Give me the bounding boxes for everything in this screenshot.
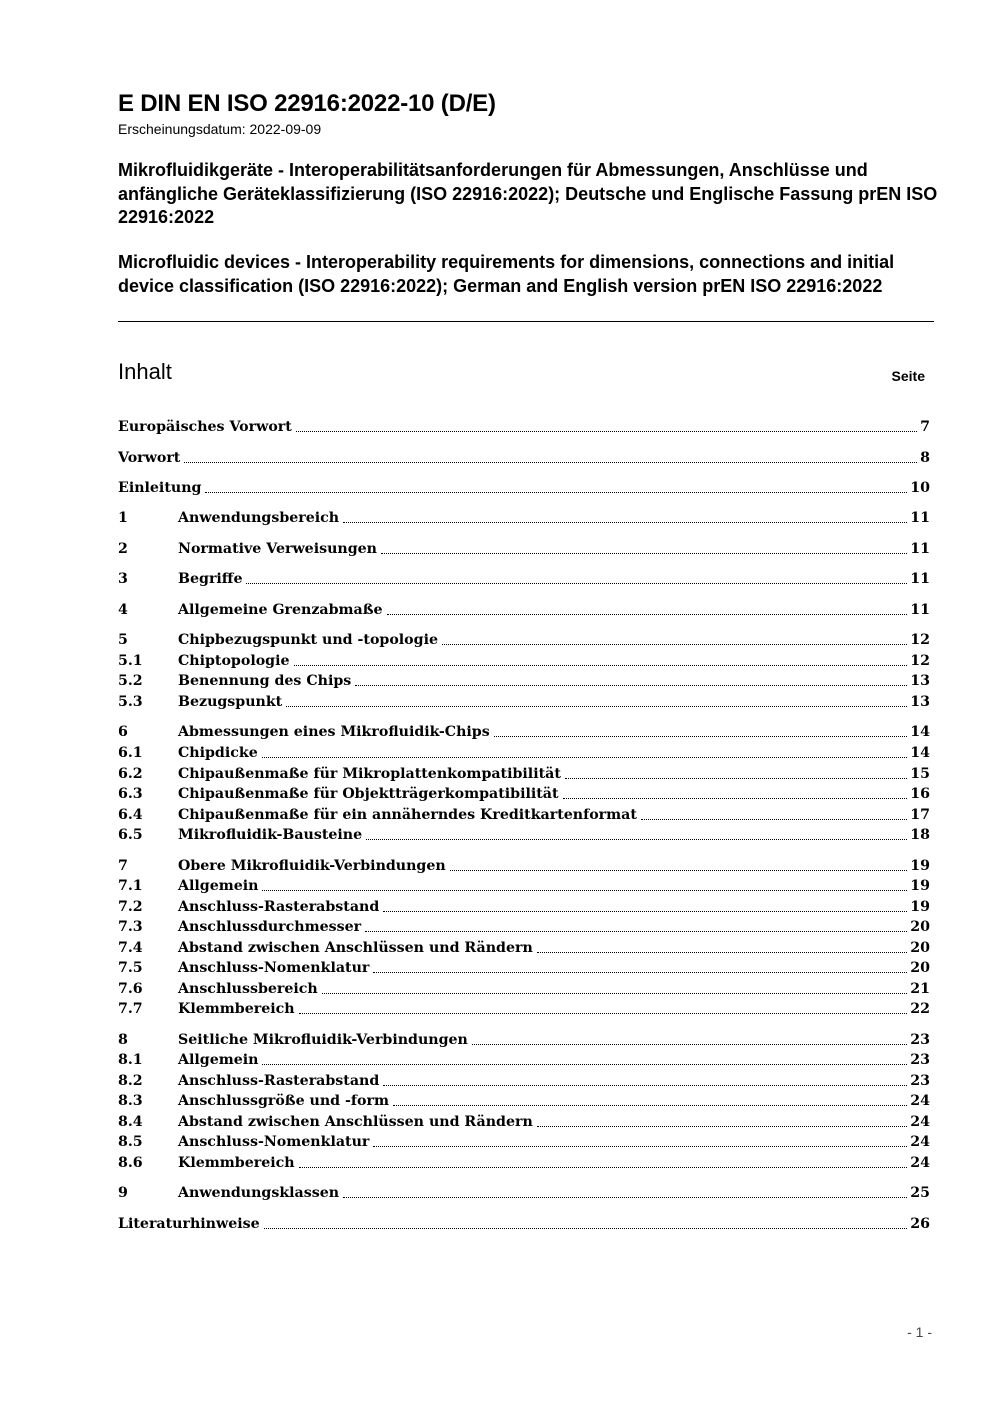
toc-entry[interactable]: [118, 764, 930, 784]
toc-entry-title: Chipaußenmaße für ein annäherndes Kreditkartenformat: [178, 807, 637, 823]
toc-entry[interactable]: [118, 938, 930, 958]
toc-dot-leader: [264, 1228, 908, 1229]
toc-dot-leader: [393, 1105, 907, 1106]
title-german: Mikrofluidikgeräte - Interoperabilitätsanforderungen für Abmessungen, Anschlüsse und anfängliche Geräteklassifizierung (ISO 22916:2022); Deutsche und Englische Fassung prEN ISO 22916:2022: [118, 160, 938, 227]
toc-entry-title: Europäisches Vorwort: [118, 419, 292, 435]
toc-entry-page: 23: [910, 1052, 930, 1068]
toc-entry-number: 7.7: [118, 1001, 143, 1017]
toc-entry-number: 7: [118, 858, 128, 874]
toc-entry-page: 13: [910, 694, 930, 710]
toc-dot-leader: [383, 1085, 907, 1086]
toc-dot-leader: [299, 1013, 908, 1014]
toc-entry[interactable]: [118, 1112, 930, 1132]
toc-dot-leader: [565, 778, 907, 779]
toc-entry-number: 8.3: [118, 1093, 143, 1109]
toc-entry-number: 7.4: [118, 940, 143, 956]
toc-entry-title: Literaturhinweise: [118, 1216, 260, 1232]
toc-entry-title: Chipdicke: [178, 745, 258, 761]
toc-entry-page: 15: [910, 766, 930, 782]
toc-dot-leader: [286, 706, 907, 707]
toc-dot-leader: [442, 644, 907, 645]
toc-entry-number: 8.5: [118, 1134, 143, 1150]
toc-entry-title: Allgemein: [178, 878, 259, 894]
toc-entry-number: 3: [118, 571, 128, 587]
toc-entry-title: Chipaußenmaße für Objektträgerkompatibilität: [178, 786, 559, 802]
toc-dot-leader: [373, 972, 907, 973]
toc-entry[interactable]: [118, 958, 930, 978]
toc-dot-leader: [387, 614, 908, 615]
toc-dot-leader: [537, 1126, 907, 1127]
toc-entry-page: 19: [910, 858, 930, 874]
toc-entry-page: 21: [910, 981, 930, 997]
toc-dot-leader: [262, 890, 907, 891]
publication-date: Erscheinungsdatum: 2022-09-09: [118, 121, 322, 137]
title-english: Microfluidic devices - Interoperability requirements for dimensions, connections and initial device classification (ISO 22916:2022); German and English version prEN ISO 22916:2022: [118, 252, 895, 296]
toc-entry-number: 6.3: [118, 786, 143, 802]
toc-entry-page: 11: [910, 510, 930, 526]
toc-entry-title: Normative Verweisungen: [178, 541, 377, 557]
toc-entry-number: 8: [118, 1032, 128, 1048]
toc-entry-title: Klemmbereich: [178, 1001, 295, 1017]
toc-dot-leader: [450, 870, 908, 871]
toc-entry-title: Abstand zwischen Anschlüssen und Rändern: [178, 1114, 533, 1130]
toc-entry[interactable]: [118, 876, 930, 896]
toc-entry-title: Begriffe: [178, 571, 243, 587]
toc-dot-leader: [373, 1146, 907, 1147]
toc-entry[interactable]: [118, 917, 930, 937]
toc-dot-leader: [184, 462, 917, 463]
toc-dot-leader: [205, 492, 907, 493]
toc-entry-page: 20: [910, 940, 930, 956]
toc-entry-number: 1: [118, 510, 128, 526]
toc-entry-number: 5: [118, 632, 128, 648]
toc-entry-title: Klemmbereich: [178, 1155, 295, 1171]
toc-entry-page: 20: [910, 919, 930, 935]
toc-dot-leader: [343, 522, 907, 523]
toc-dot-leader: [355, 685, 907, 686]
toc-entry-page: 24: [910, 1155, 930, 1171]
toc-entry[interactable]: [118, 1030, 930, 1050]
toc-dot-leader: [366, 839, 907, 840]
toc-entry-page: 13: [910, 673, 930, 689]
toc-dot-leader: [343, 1197, 907, 1198]
toc-entry-title: Anschlussgröße und -form: [178, 1093, 389, 1109]
toc-entry-page: 11: [910, 541, 930, 557]
toc-entry-number: 4: [118, 602, 128, 618]
toc-entry-title: Mikrofluidik-Bausteine: [178, 827, 363, 843]
toc-entry-page: 14: [910, 745, 930, 761]
toc-entry-title: Benennung des Chips: [178, 673, 352, 689]
toc-entry-title: Chiptopologie: [178, 653, 290, 669]
toc-entry-page: 19: [910, 878, 930, 894]
toc-entry-title: Anschluss-Rasterabstand: [178, 1073, 380, 1089]
toc-entry-page: 20: [910, 960, 930, 976]
toc-entry-number: 5.2: [118, 673, 143, 689]
toc-entry-page: 23: [910, 1073, 930, 1089]
toc-entry-number: 5.3: [118, 694, 143, 710]
toc-entry-page: 22: [910, 1001, 930, 1017]
toc-dot-leader: [383, 911, 907, 912]
toc-entry-title: Einleitung: [118, 480, 202, 496]
toc-entry-title: Obere Mikrofluidik-Verbindungen: [178, 858, 446, 874]
toc-entry-page: 14: [910, 724, 930, 740]
toc-entry-page: 18: [910, 827, 930, 843]
toc-entry-title: Seitliche Mikrofluidik-Verbindungen: [178, 1032, 468, 1048]
toc-entry-title: Bezugspunkt: [178, 694, 283, 710]
toc-entry[interactable]: [118, 539, 930, 559]
toc-entry-number: 7.3: [118, 919, 143, 935]
toc-dot-leader: [299, 1167, 908, 1168]
toc-entry[interactable]: [118, 671, 930, 691]
toc-entry[interactable]: [118, 417, 930, 437]
toc-entry-number: 8.6: [118, 1155, 143, 1171]
toc-dot-leader: [322, 993, 908, 994]
toc-entry[interactable]: [118, 999, 930, 1019]
toc-entry-number: 6.5: [118, 827, 143, 843]
toc-entry-number: 2: [118, 541, 128, 557]
toc-entry[interactable]: [118, 1091, 930, 1111]
toc-entry-page: 24: [910, 1134, 930, 1150]
toc-entry-page: 17: [910, 807, 930, 823]
toc-entry[interactable]: [118, 979, 930, 999]
toc-entry[interactable]: [118, 1050, 930, 1070]
toc-entry-page: 10: [910, 480, 930, 496]
toc-entry[interactable]: [118, 1132, 930, 1152]
toc-entry-title: Abstand zwischen Anschlüssen und Rändern: [178, 940, 533, 956]
toc-entry[interactable]: [118, 630, 930, 650]
toc-entry-number: 7.2: [118, 899, 143, 915]
toc-entry-number: 8.1: [118, 1052, 143, 1068]
toc-entry-page: 23: [910, 1032, 930, 1048]
toc-entry[interactable]: [118, 569, 930, 589]
toc-entry-number: 6.4: [118, 807, 143, 823]
toc-entry[interactable]: [118, 508, 930, 528]
toc-entry[interactable]: [118, 1183, 930, 1203]
toc-page-column-label: Seite: [891, 368, 925, 384]
toc-entry-page: 19: [910, 899, 930, 915]
toc-entry-title: Anschluss-Nomenklatur: [178, 1134, 370, 1150]
toc-entry-title: Anschluss-Rasterabstand: [178, 899, 380, 915]
toc-entry-number: 6: [118, 724, 128, 740]
toc-entry-title: Vorwort: [118, 450, 181, 466]
toc-entry-number: 6.1: [118, 745, 143, 761]
toc-entry[interactable]: [118, 1214, 930, 1234]
toc-dot-leader: [563, 798, 908, 799]
toc-entry-number: 7.6: [118, 981, 143, 997]
toc-entry-title: Allgemein: [178, 1052, 259, 1068]
toc-entry-page: 24: [910, 1093, 930, 1109]
toc-entry[interactable]: [118, 1071, 930, 1091]
toc-entry[interactable]: [118, 722, 930, 742]
toc-entry-page: 26: [910, 1216, 930, 1232]
toc-entry-page: 25: [910, 1185, 930, 1201]
toc-entry[interactable]: [118, 805, 930, 825]
toc-entry-title: Allgemeine Grenzabmaße: [178, 602, 383, 618]
toc-dot-leader: [262, 1064, 907, 1065]
toc-entry[interactable]: [118, 856, 930, 876]
toc-dot-leader: [246, 583, 907, 584]
toc-entry-page: 12: [910, 632, 930, 648]
toc-dot-leader: [381, 553, 907, 554]
toc-entry-page: 11: [910, 602, 930, 618]
toc-entry-page: 8: [920, 450, 930, 466]
toc-entry[interactable]: [118, 600, 930, 620]
document-id: E DIN EN ISO 22916:2022-10 (D/E): [118, 90, 496, 117]
toc-entry-title: Anschlussdurchmesser: [178, 919, 362, 935]
toc-dot-leader: [537, 952, 907, 953]
toc-entry-page: 7: [920, 419, 930, 435]
page-number: - 1 -: [907, 1324, 932, 1340]
toc-dot-leader: [494, 736, 908, 737]
toc-entry[interactable]: [118, 784, 930, 804]
toc-entry[interactable]: [118, 478, 930, 498]
toc-entry-title: Abmessungen eines Mikrofluidik-Chips: [178, 724, 490, 740]
toc-entry[interactable]: [118, 692, 930, 712]
toc-entry-number: 7.1: [118, 878, 143, 894]
toc-entry-title: Anwendungsbereich: [178, 510, 340, 526]
toc-dot-leader: [365, 931, 907, 932]
toc-entry-page: 16: [910, 786, 930, 802]
toc-entry-page: 24: [910, 1114, 930, 1130]
toc-entry-title: Anschluss-Nomenklatur: [178, 960, 370, 976]
toc-entry-number: 5.1: [118, 653, 143, 669]
toc-entry[interactable]: [118, 825, 930, 845]
toc-entry[interactable]: [118, 743, 930, 763]
toc-entry-page: 12: [910, 653, 930, 669]
toc-dot-leader: [294, 665, 908, 666]
toc-dot-leader: [296, 431, 917, 432]
toc-entry[interactable]: [118, 448, 930, 468]
toc-dot-leader: [641, 819, 907, 820]
toc-dot-leader: [472, 1044, 907, 1045]
toc-entry[interactable]: [118, 651, 930, 671]
toc-entry-number: 6.2: [118, 766, 143, 782]
toc-entry-number: 9: [118, 1185, 128, 1201]
toc-entry-title: Chipbezugspunkt und -topologie: [178, 632, 438, 648]
toc-entry-number: 8.2: [118, 1073, 143, 1089]
toc-entry-title: Anwendungsklassen: [178, 1185, 340, 1201]
toc-dot-leader: [262, 757, 908, 758]
toc-entry-title: Anschlussbereich: [178, 981, 318, 997]
toc-entry[interactable]: [118, 897, 930, 917]
toc-entry-title: Chipaußenmaße für Mikroplattenkompatibilität: [178, 766, 561, 782]
toc-entry-number: 8.4: [118, 1114, 143, 1130]
toc-entry-page: 11: [910, 571, 930, 587]
toc-entry[interactable]: [118, 1153, 930, 1173]
toc-entry-number: 7.5: [118, 960, 143, 976]
toc-heading: Inhalt: [118, 359, 172, 384]
